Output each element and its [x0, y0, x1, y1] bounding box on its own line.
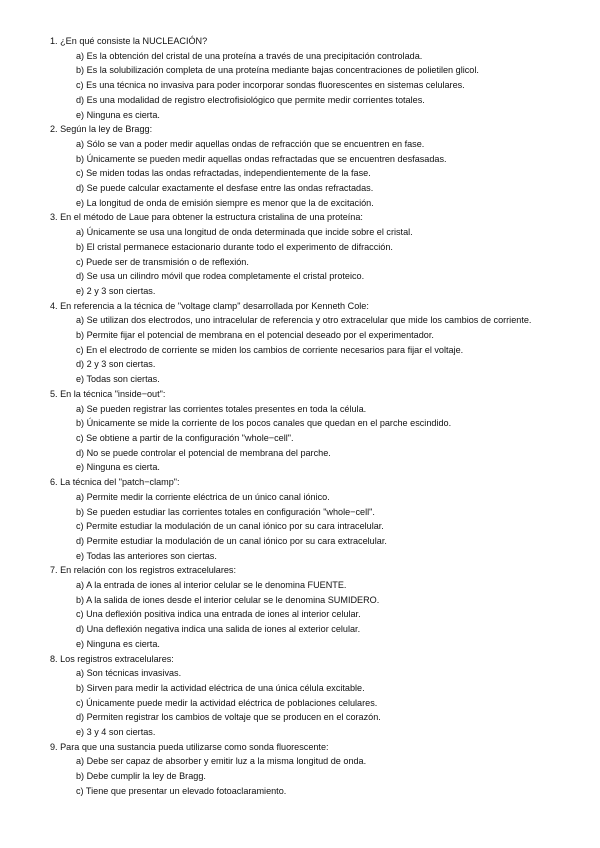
answer-option: c) Tiene que presentar un elevado fotoaclaramiento.	[76, 785, 287, 796]
answer-option: c) Únicamente puede medir la actividad eléctrica de poblaciones celulares.	[76, 697, 378, 708]
question-text: 9. Para que una sustancia pueda utilizarse como sonda fluorescente:	[50, 741, 329, 752]
answer-option: e) Ninguna es cierta.	[76, 462, 160, 473]
question-block	[50, 122, 572, 210]
answer-option: d) 2 y 3 son ciertas.	[76, 359, 156, 370]
answer-option: b) Sirven para medir la actividad eléctrica de una única célula excitable.	[76, 682, 365, 693]
answer-option: e) 2 y 3 son ciertas.	[76, 285, 156, 296]
question-block	[50, 740, 572, 799]
answer-option: d) Se usa un cilindro móvil que rodea completamente el cristal proteico.	[76, 271, 365, 282]
answer-option: c) Se miden todas las ondas refractadas, independientemente de la fase.	[76, 168, 371, 179]
answer-option: e) 3 y 4 son ciertas.	[76, 727, 156, 738]
answer-option: c) Puede ser de transmisión o de reflexión.	[76, 256, 249, 267]
answer-option: d) Permiten registrar los cambios de voltaje que se producen en el corazón.	[76, 712, 381, 723]
answer-option: d) Una deflexión negativa indica una salida de iones al exterior celular.	[76, 624, 361, 635]
answer-option: d) Se puede calcular exactamente el desfase entre las ondas refractadas.	[76, 183, 374, 194]
answer-option: a) Únicamente se usa una longitud de onda determinada que incide sobre el cristal.	[76, 227, 413, 238]
answer-option: c) Es una técnica no invasiva para poder incorporar sondas fluorescentes en sistemas celulares.	[76, 80, 465, 91]
answer-option: e) Ninguna es cierta.	[76, 638, 160, 649]
answer-option: b) Debe cumplir la ley de Bragg.	[76, 771, 206, 782]
question-block	[50, 34, 572, 122]
answer-option: c) En el electrodo de corriente se miden los cambios de corriente necesarios para fijar el voltaje.	[76, 344, 464, 355]
answer-option: a) Permite medir la corriente eléctrica de un único canal iónico.	[76, 491, 330, 502]
answer-option: a) A la entrada de iones al interior celular se le denomina FUENTE.	[76, 580, 347, 591]
question-text: 2. Según la ley de Bragg:	[50, 124, 153, 135]
answer-option: a) Sólo se van a poder medir aquellas ondas de refracción que se encuentren en fase.	[76, 138, 425, 149]
question-text: 5. En la técnica "inside−out":	[50, 388, 166, 399]
answer-option: e) Ninguna es cierta.	[76, 109, 160, 120]
answer-option: e) Todas son ciertas.	[76, 374, 160, 385]
answer-option: b) Se pueden estudiar las corrientes totales en configuración "whole−cell".	[76, 506, 375, 517]
answer-option: a) Se pueden registrar las corrientes totales presentes en toda la célula.	[76, 403, 367, 414]
question-block	[50, 387, 572, 475]
answer-option: b) Únicamente se pueden medir aquellas ondas refractadas que se encuentren desfasadas.	[76, 153, 447, 164]
answer-option: c) Se obtiene a partir de la configuración "whole−cell".	[76, 432, 294, 443]
answer-option: b) A la salida de iones desde el interior celular se le denomina SUMIDERO.	[76, 594, 380, 605]
question-text: 4. En referencia a la técnica de "voltage clamp" desarrollada por Kenneth Cole:	[50, 300, 369, 311]
question-block	[50, 210, 572, 298]
question-block	[50, 652, 572, 740]
question-text: 3. En el método de Laue para obtener la estructura cristalina de una proteína:	[50, 212, 363, 223]
answer-option: d) Permite estudiar la modulación de un canal iónico por su cara extracelular.	[76, 535, 387, 546]
question-text: 6. La técnica del "patch−clamp":	[50, 477, 180, 488]
answer-option: d) No se puede controlar el potencial de membrana del parche.	[76, 447, 331, 458]
answer-option: b) Únicamente se mide la corriente de los pocos canales que quedan en el parche escindido.	[76, 418, 452, 429]
question-text: 7. En relación con los registros extracelulares:	[50, 565, 237, 576]
answer-option: e) La longitud de onda de emisión siempre es menor que la de excitación.	[76, 197, 374, 208]
answer-option: a) Son técnicas invasivas.	[76, 668, 182, 679]
answer-option: a) Se utilizan dos electrodos, uno intracelular de referencia y otro extracelular que mide los cambios de corriente.	[76, 315, 532, 326]
question-text: 1. ¿En qué consiste la NUCLEACIÓN?	[50, 36, 208, 46]
answer-option: b) Permite fijar el potencial de membrana en el potencial deseado por el experimentador.	[76, 330, 434, 341]
answer-option: d) Es una modalidad de registro electrofisiológico que permite medir corrientes totales.	[76, 94, 425, 105]
question-block	[50, 475, 572, 563]
answer-option: c) Una deflexión positiva indica una entrada de iones al interior celular.	[76, 609, 361, 620]
answer-option: b) El cristal permanece estacionario durante todo el experimento de difracción.	[76, 241, 393, 252]
question-text: 8. Los registros extracelulares:	[50, 653, 174, 664]
answer-option: e) Todas las anteriores son ciertas.	[76, 550, 217, 561]
question-block	[50, 563, 572, 651]
question-block	[50, 299, 572, 387]
answer-option: a) Es la obtención del cristal de una proteína a través de una precipitación controlada.	[76, 50, 423, 61]
answer-option: c) Permite estudiar la modulación de un canal iónico por su cara intracelular.	[76, 521, 384, 532]
answer-option: a) Debe ser capaz de absorber y emitir luz a la misma longitud de onda.	[76, 756, 367, 767]
answer-option: b) Es la solubilización completa de una proteína mediante bajas concentraciones de polietilen glicol.	[76, 65, 479, 76]
